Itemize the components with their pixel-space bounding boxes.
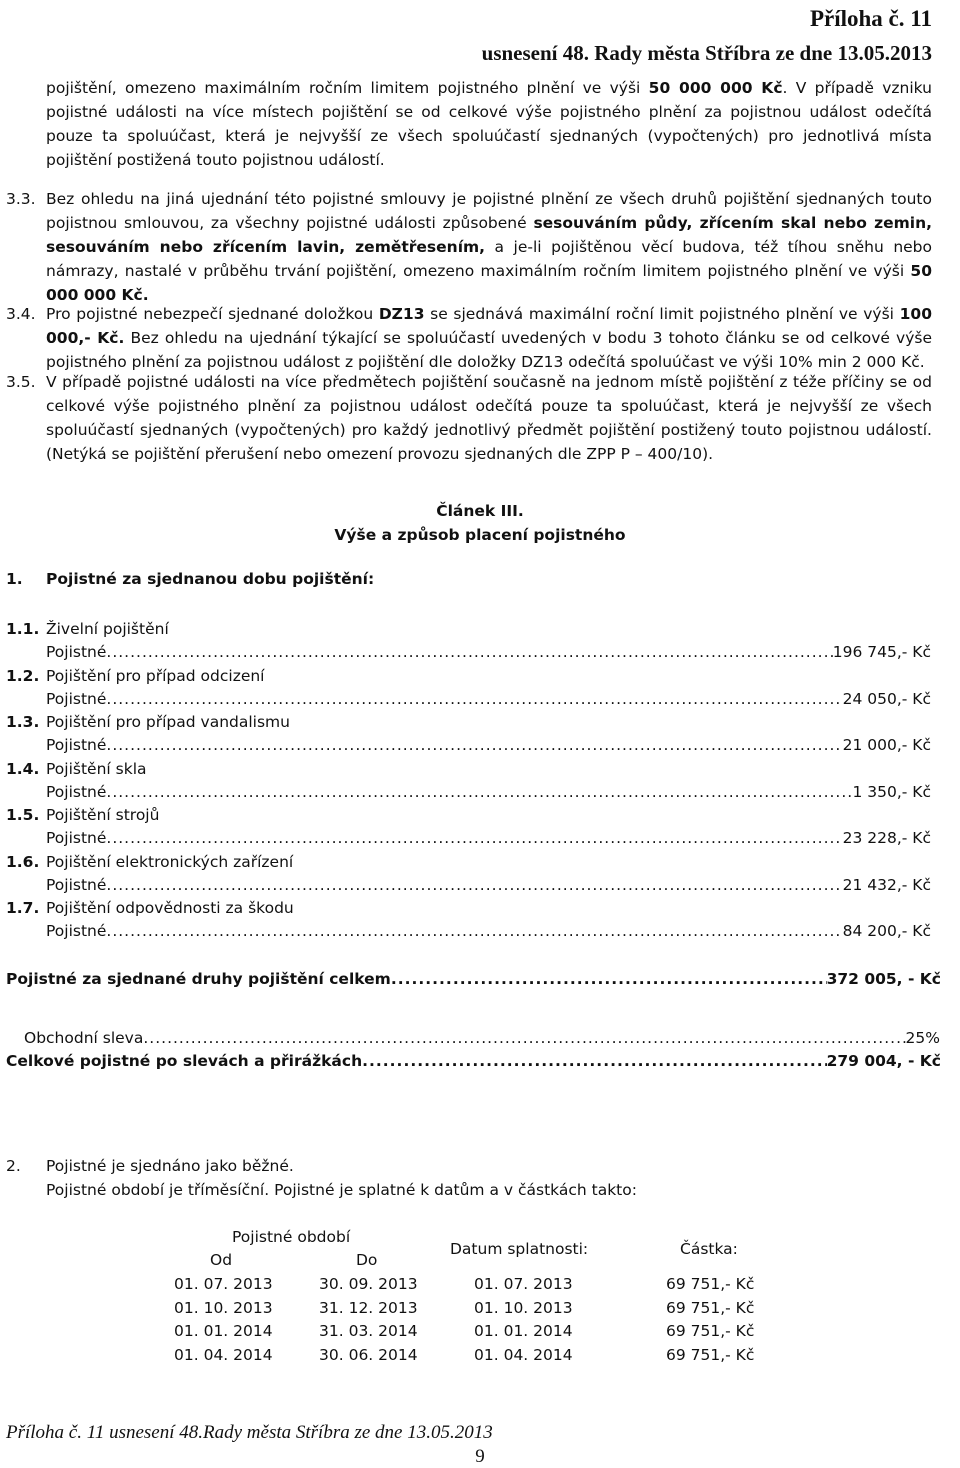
section-2-line-1: Pojistné je sjednáno jako běžné.	[46, 1157, 294, 1175]
page-footer: Příloha č. 11 usnesení 48.Rady města Stříbra ze dne 13.05.2013	[6, 1422, 493, 1443]
item-number: 1.3.	[6, 713, 40, 731]
schedule-amount: 69 751,- Kč	[666, 1346, 755, 1364]
schedule-header-from: Od	[210, 1251, 233, 1269]
total-premium-amount: 372 005, - Kč	[826, 970, 941, 988]
s34-bold-1: DZ13	[378, 305, 425, 323]
schedule-header-due: Datum splatnosti:	[450, 1240, 589, 1258]
s33-text-1: Bez ohledu na jiná ujednání této pojistné smlouvy je pojistné plnění ze všech druhů pojištění sjednaných touto pojistnou smlouvou, za všechny pojistné události způsobené	[46, 190, 932, 232]
item-premium-label: Pojistné	[46, 922, 107, 940]
schedule-header-period: Pojistné období	[232, 1228, 351, 1246]
schedule-from: 01. 07. 2013	[174, 1275, 273, 1293]
item-premium-row	[46, 920, 931, 943]
item-label: Pojištění odpovědnosti za škodu	[46, 899, 294, 917]
page-header	[482, 2, 932, 70]
section-3-5-number: 3.5.	[6, 373, 36, 391]
item-label: Pojištění skla	[46, 760, 147, 778]
intro-paragraph	[46, 76, 932, 172]
discount-label: Obchodní sleva	[24, 1029, 144, 1047]
schedule-amount: 69 751,- Kč	[666, 1299, 755, 1317]
s34-text-1: Pro pojistné nebezpečí sjednané doložkou	[46, 305, 379, 323]
item-premium-amount: 21 432,- Kč	[842, 876, 931, 894]
item-premium-label: Pojistné	[46, 643, 107, 661]
item-label: Živelní pojištění	[46, 620, 169, 638]
item-label: Pojištění pro případ vandalismu	[46, 713, 290, 731]
schedule-header-amount: Částka:	[680, 1240, 738, 1258]
intro-text-1: pojištění, omezeno maximálním ročním limitem pojistného plnění ve výši	[46, 79, 649, 97]
schedule-due: 01. 01. 2014	[474, 1322, 573, 1340]
section-2-line-2: Pojistné období je tříměsíční. Pojistné je splatné k datům a v částkách takto:	[46, 1181, 637, 1199]
header-attachment: Příloha č. 11	[809, 6, 932, 31]
total-premium-label: Pojistné za sjednané druhy pojištění celkem	[6, 970, 391, 988]
section-3-4-number: 3.4.	[6, 305, 36, 323]
item-premium-amount: 1 350,- Kč	[852, 783, 931, 801]
item-number: 1.2.	[6, 667, 40, 685]
section-3-4-paragraph	[46, 302, 932, 374]
total-premium-row	[6, 968, 941, 991]
item-label: Pojištění elektronických zařízení	[46, 853, 294, 871]
schedule-to: 31. 03. 2014	[319, 1322, 418, 1340]
schedule-amount: 69 751,- Kč	[666, 1275, 755, 1293]
item-label: Pojištění pro případ odcizení	[46, 667, 265, 685]
item-number: 1.4.	[6, 760, 40, 778]
s33-bold-1: sesouváním půdy, zřícením skal nebo zemin, sesouváním nebo zřícením lavin, zemětřesením,	[46, 214, 932, 256]
schedule-from: 01. 10. 2013	[174, 1299, 273, 1317]
schedule-due: 01. 10. 2013	[474, 1299, 573, 1317]
schedule-from: 01. 01. 2014	[174, 1322, 273, 1340]
s34-text-3: Bez ohledu na ujednání týkající se spoluúčastí uvedených v bodu 3 tohoto článku se od celkové výše pojistného plnění za pojistnou událost z pojištění dle doložky DZ13 odečítá spoluúčast ve výši 10% min 2 000 Kč.	[46, 329, 932, 371]
s33-bold-2: 50 000 000 Kč.	[46, 262, 932, 304]
section-1-title: Pojistné za sjednanou dobu pojištění:	[46, 570, 375, 588]
item-premium-amount: 23 228,- Kč	[842, 829, 931, 847]
schedule-to: 30. 09. 2013	[319, 1275, 418, 1293]
schedule-amount: 69 751,- Kč	[666, 1322, 755, 1340]
item-premium-label: Pojistné	[46, 736, 107, 754]
item-premium-row	[46, 734, 931, 757]
item-premium-label: Pojistné	[46, 690, 107, 708]
article-title: Článek III.	[436, 502, 524, 520]
schedule-from: 01. 04. 2014	[174, 1346, 273, 1364]
schedule-header-to: Do	[356, 1251, 378, 1269]
schedule-due: 01. 07. 2013	[474, 1275, 573, 1293]
item-premium-row	[46, 688, 931, 711]
s34-text-2: se sjednává maximální roční limit pojistného plnění ve výši	[424, 305, 900, 323]
item-premium-amount: 21 000,- Kč	[842, 736, 931, 754]
item-number: 1.6.	[6, 853, 40, 871]
intro-text-2: . V případě vzniku pojistné události na více místech pojištění se od celkové výše pojistného plnění za pojistnou událost odečítá pouze ta spoluúčast, která je nejvyšší ze všech spoluúčastí sjednaných (vypočtených) pro jednotlivá místa pojištění postižená touto pojistnou událostí.	[46, 79, 932, 169]
grand-total-row	[6, 1050, 941, 1073]
article-subtitle: Výše a způsob placení pojistného	[334, 526, 626, 544]
item-number: 1.5.	[6, 806, 40, 824]
item-premium-label: Pojistné	[46, 829, 107, 847]
discount-row	[24, 1027, 940, 1050]
item-number: 1.7.	[6, 899, 40, 917]
section-2-number: 2.	[6, 1157, 21, 1175]
grand-total-label: Celkové pojistné po slevách a přirážkách	[6, 1052, 363, 1070]
grand-total-amount: 279 004, - Kč	[826, 1052, 941, 1070]
page-number: 9	[475, 1446, 485, 1467]
discount-amount: 25%	[905, 1029, 940, 1047]
header-resolution: usnesení 48. Rady města Stříbra ze dne 13.05.2013	[481, 41, 932, 65]
schedule-to: 30. 06. 2014	[319, 1346, 418, 1364]
item-number: 1.1.	[6, 620, 40, 638]
item-premium-amount: 196 745,- Kč	[832, 643, 931, 661]
item-premium-row	[46, 827, 931, 850]
item-premium-row	[46, 874, 931, 897]
item-premium-amount: 84 200,- Kč	[842, 922, 931, 940]
schedule-due: 01. 04. 2014	[474, 1346, 573, 1364]
section-3-3-paragraph	[46, 187, 932, 307]
s34-bold-2: 100 000,- Kč.	[46, 305, 932, 347]
item-premium-amount: 24 050,- Kč	[842, 690, 931, 708]
item-label: Pojištění strojů	[46, 806, 160, 824]
s33-text-2: a je-li pojištěnou věcí budova, též tíhou sněhu nebo námrazy, nastalé v průběhu trvání pojištění, omezeno maximálním ročním limitem pojistného plnění ve výši	[46, 238, 933, 280]
item-premium-label: Pojistné	[46, 783, 107, 801]
section-3-3-number: 3.3.	[6, 190, 36, 208]
item-premium-label: Pojistné	[46, 876, 107, 894]
section-3-5-paragraph: V případě pojistné události na více předmětech pojištění současně na jednom místě pojištění z téže příčiny se od celkové výše pojistného plnění za pojistnou událost odečítá pouze ta spoluúčast, která je nejvyšší ze všech spoluúčastí sjednaných (vypočtených) pro každý jednotlivý předmět pojištění postižený touto pojistnou událostí. (Netýká se pojištění přerušení nebo omezení provozu sjednaných dle ZPP P – 400/10).	[46, 373, 932, 463]
item-premium-row	[46, 781, 931, 804]
intro-limit: 50 000 000 Kč	[648, 79, 783, 97]
item-premium-row	[46, 641, 931, 664]
section-1-number: 1.	[6, 570, 23, 588]
schedule-to: 31. 12. 2013	[319, 1299, 418, 1317]
